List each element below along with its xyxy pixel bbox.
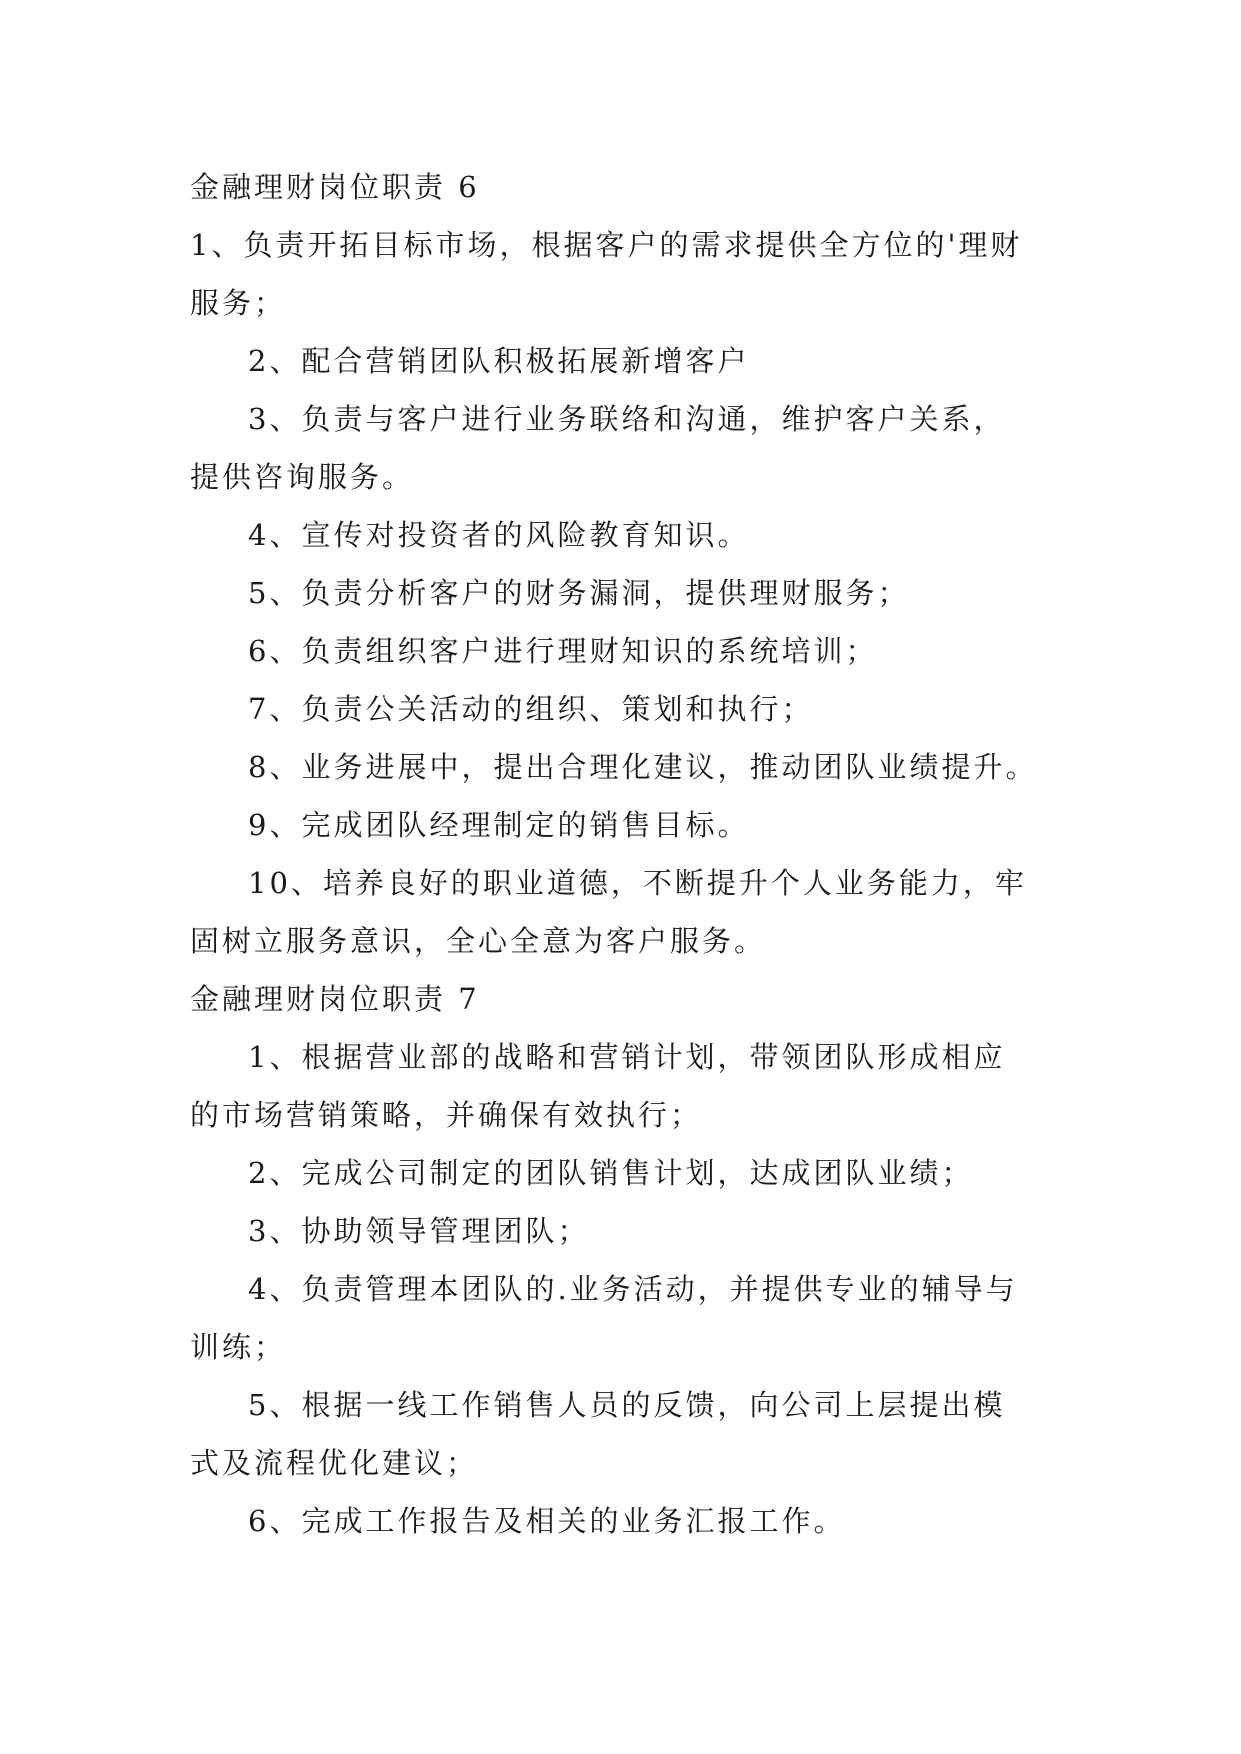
section-6-item-2 [190, 332, 1060, 390]
paragraph-line: 4、负责管理本团队的.业务活动，并提供专业的辅导与 [248, 1272, 1018, 1306]
paragraph-line: 训练； [190, 1330, 287, 1364]
paragraph-line: 固树立服务意识，全心全意为客户服务。 [190, 924, 767, 958]
section-6-item-4 [190, 506, 1060, 564]
paragraph-line: 5、负责分析客户的财务漏洞，提供理财服务； [248, 576, 910, 610]
paragraph-line: 2、完成公司制定的团队销售计划，达成团队业绩； [248, 1156, 974, 1190]
paragraph-line: 6、负责组织客户进行理财知识的系统培训； [248, 634, 878, 668]
paragraph-line: 2、配合营销团队积极拓展新增客户 [248, 344, 750, 378]
paragraph-line: 10、培养良好的职业道德，不断提升个人业务能力，牢 [248, 866, 1027, 900]
paragraph-line: 3、负责与客户进行业务联络和沟通，维护客户关系， [248, 402, 1006, 436]
section-6-item-6 [190, 622, 1060, 680]
paragraph-line: 6、完成工作报告及相关的业务汇报工作。 [248, 1504, 846, 1538]
paragraph-line: 7、负责公关活动的组织、策划和执行； [248, 692, 814, 726]
section-6-item-9 [190, 796, 1060, 854]
section-6-item-1 [190, 216, 1060, 332]
section-6-item-8 [190, 738, 1060, 796]
section-7-item-5 [190, 1376, 1060, 1492]
paragraph-line: 9、完成团队经理制定的销售目标。 [248, 808, 750, 842]
document-body [190, 158, 1060, 1550]
section-6-item-7 [190, 680, 1060, 738]
paragraph-line: 服务； [190, 286, 287, 320]
paragraph-line: 4、宣传对投资者的风险教育知识。 [248, 518, 750, 552]
section-7-item-4 [190, 1260, 1060, 1376]
section-7-item-3 [190, 1202, 1060, 1260]
section-6-item-10 [190, 854, 1060, 970]
section-7-item-1 [190, 1028, 1060, 1144]
section-6-item-5 [190, 564, 1060, 622]
paragraph-line: 1、根据营业部的战略和营销计划，带领团队形成相应 [248, 1040, 1006, 1074]
paragraph-line: 1、负责开拓目标市场，根据客户的需求提供全方位的'理财 [190, 228, 1023, 262]
paragraph-line: 8、业务进展中，提出合理化建议，推动团队业绩提升。 [248, 750, 1038, 784]
section-6-item-3 [190, 390, 1060, 506]
section-7-item-2 [190, 1144, 1060, 1202]
section-7-title: 金融理财岗位职责 7 [190, 982, 480, 1016]
paragraph-line: 的市场营销策略，并确保有效执行； [190, 1098, 703, 1132]
paragraph-line: 3、协助领导管理团队； [248, 1214, 590, 1248]
paragraph-line: 5、根据一线工作销售人员的反馈，向公司上层提出模 [248, 1388, 1006, 1422]
paragraph-line: 提供咨询服务。 [190, 460, 415, 494]
section-7-item-6 [190, 1492, 1060, 1550]
paragraph-line: 式及流程优化建议； [190, 1446, 479, 1480]
section-6-title: 金融理财岗位职责 6 [190, 170, 480, 204]
